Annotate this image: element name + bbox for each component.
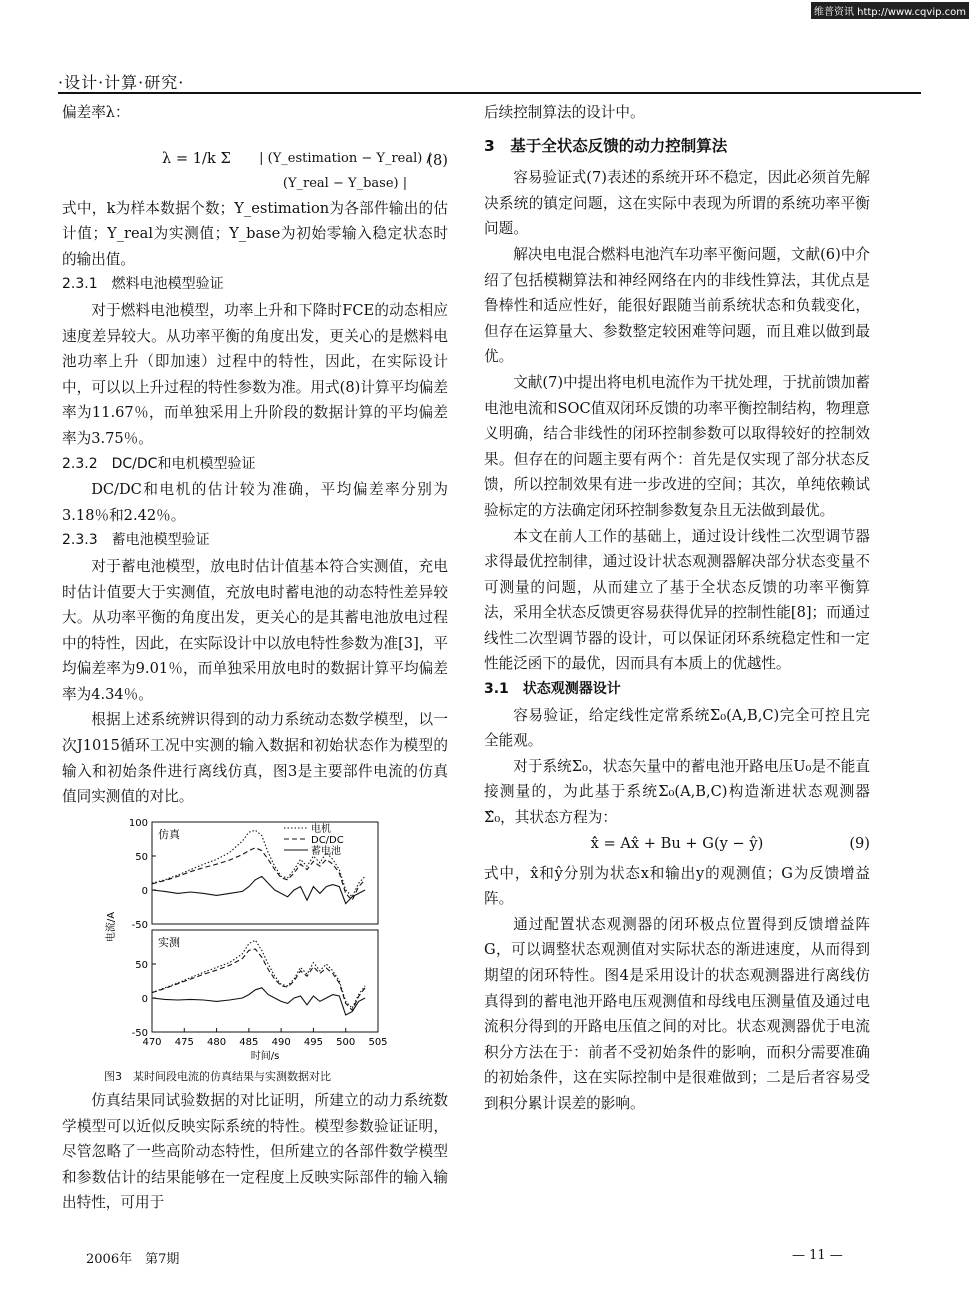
equation-number: (9): [849, 834, 870, 852]
y-tick-label: 0: [141, 994, 148, 1005]
series-line: [152, 988, 365, 1015]
paragraph: 仿真结果同试验数据的对比证明，所建立的动力系统数学模型可以近似反映实际系统的特性。模型参数验证证明，尽管忽略了一些高阶动态特性，但所建立的各部件数学模型和参数估计的结果能够在一定程度上反映实际部件的输入输出特性，可用于: [62, 1092, 448, 1212]
y-tick-label: 0: [141, 886, 148, 897]
paragraph: 根据上述系统辨识得到的动力系统动态数学模型，以一次J1015循环工况中实测的输入数据和初始状态作为模型的输入和初始条件进行离线仿真，图3是主要部件电流的仿真值同实测值的对比。: [62, 711, 448, 806]
y-tick-label: 50: [135, 852, 148, 863]
paragraph: 本文在前人工作的基础上，通过设计线性二次型调节器求得最优控制律，通过设计状态观测器解决部分状态变量不可测量的问题，从而建立了基于全状态反馈的功率平衡算法，采用全状态反馈更容易获得优异的控制性能[8]；而通过线性二次型调节器的设计，可以保证闭环系统稳定性和一定性能泛函下的最优，因而具有本质上的优越性。: [484, 527, 870, 673]
paragraph: 偏差率λ：: [62, 104, 130, 121]
right-column: [484, 100, 870, 1117]
x-tick-label: 470: [142, 1037, 162, 1048]
x-tick-label: 495: [303, 1037, 323, 1048]
y-tick-label: -50: [131, 920, 148, 931]
paragraph: 文献(7)中提出将电机电流作为干扰处理，于扰前馈加蓄电池电流和SOC值双闭环反馈的功率平衡控制结构，物理意义明确，结合非线性的闭环控制参数可以取得较好的控制效果。但存在的问题主要有两个：首先是仅实现了部分状态反馈，所以控制效果有进一步改进的空间；其次，单纯依赖试验标定的方法确定闭环控制参数复杂且无法做到最优。: [484, 373, 870, 519]
figure-caption: 图3 某时间段电流的仿真结果与实测数据对比: [104, 1070, 331, 1083]
subsection-heading: 3.1 状态观测器设计: [484, 681, 621, 698]
x-tick-label: 500: [336, 1037, 356, 1048]
panel-label: 实测: [158, 936, 180, 949]
series-line: [152, 876, 365, 903]
x-tick-label: 480: [207, 1037, 227, 1048]
paragraph: 容易验证式(7)表述的系统开环不稳定，因此必须首先解决系统的镇定问题，这在实际中表现为所谓的系统功率平衡问题。: [484, 169, 870, 238]
subsection-heading: 2.3.2 DC/DC和电机模型验证: [62, 455, 256, 472]
equation-9: [484, 831, 870, 861]
series-line: [152, 949, 365, 1010]
x-tick-label: 475: [174, 1037, 194, 1048]
left-column-bottom: [62, 1088, 448, 1216]
legend-label: 电机: [311, 824, 331, 835]
y-tick-label: 100: [128, 818, 148, 829]
equation-fraction: | (Y_estimation − Y_real) / (Y_real − Y_base) |: [259, 150, 431, 192]
section-header: ·设计·计算·研究·: [58, 73, 185, 92]
footer-issue: 2006年 第7期: [86, 1252, 180, 1267]
paragraph: DC/DC和电机的估计较为准确，平均偏差率分别为3.18％和2.42％。: [62, 481, 448, 524]
legend-label: DC/DC: [311, 835, 344, 846]
section-heading: 3 基于全状态反馈的动力控制算法: [484, 136, 728, 155]
x-axis-label: 时间/s: [250, 1051, 280, 1062]
equation-number: (8): [427, 151, 448, 169]
equation-lhs: λ = 1/k Σ: [162, 149, 231, 167]
watermark: 维普资讯 http://www.cqvip.com: [811, 2, 969, 19]
subsection-heading: 2.3.1 燃料电池模型验证: [62, 276, 224, 293]
legend-label: 蓄电池: [311, 846, 341, 857]
x-tick-label: 505: [368, 1037, 388, 1048]
x-tick-label: 490: [271, 1037, 291, 1048]
left-column: [62, 100, 448, 810]
paragraph: 通过配置状态观测器的闭环极点位置得到反馈增益阵G，可以调整状态观测值对实际状态的渐进速度，从而得到期望的闭环特性。图4是采用设计的状态观测器进行离线仿真得到的蓄电池开路电压观测值和母线电压测量值及通过电流积分得到的开路电压值之间的对比。状态观测器优于电流积分方法在于：前者不受初始条件的影响，而积分需要准确的初始条件，这在实际控制中是很难做到；二是后者容易受到积分累计误差的影响。: [484, 915, 870, 1112]
x-tick-label: 485: [239, 1037, 259, 1048]
panel-label: 仿真: [158, 828, 180, 841]
equation-8: [62, 126, 448, 196]
paragraph: 对于蓄电池模型，放电时估计值基本符合实测值，充电时估计值要大于实测值，充放电时蓄电池的动态特性差异较大。从功率平衡的角度出发，更关心的是其蓄电池放电过程中的特性，因此，在实际设计中以放电特性参数为准[3]，平均偏差率为9.01％，而单独采用放电时的数据计算平均偏差率为4.34％。: [62, 557, 448, 703]
y-axis-label: 电流/A: [106, 911, 117, 943]
paragraph: 对于燃料电池模型，功率上升和下降时FCE的动态相应速度差异较大。从功率平衡的角度出发，更关心的是燃料电池功率上升（即加速）过程中的特性，因此，在实际设计中，可以以上升过程的特性参数为准。用式(8)计算平均偏差率为11.67％，而单独采用上升阶段的数据计算的平均偏差率为3.75％。: [62, 301, 448, 447]
paragraph: 对于系统Σ₀，状态矢量中的蓄电池开路电压U₀是不能直接测量的，为此基于系统Σ₀(A,B,C)构造渐进状态观测器Σ̂₀，其状态方程为：: [484, 757, 870, 827]
y-tick-label: 50: [135, 960, 148, 971]
figure-3-chart: [100, 812, 400, 1062]
paragraph: 后续控制算法的设计中。: [484, 104, 645, 121]
paragraph: 解决电电混合燃料电池汽车功率平衡问题，文献(6)中介绍了包括模糊算法和神经网络在内的非线性算法，其优点是鲁棒性和适应性好，能很好跟随当前系统状态和负载变化，但存在运算量大、参数整定较困难等问题，而且难以做到最优。: [484, 245, 870, 366]
paragraph: 式中，k为样本数据个数；Y_estimation为各部件输出的估计值；Y_real为实测值；Y_base为初始零输入稳定状态时的输出值。: [62, 199, 448, 268]
paragraph: 容易验证，给定线性定常系统Σ₀(A,B,C)完全可控且完全能观。: [484, 706, 870, 750]
equation-body: x̂̇ = Ax̂ + Bu + G(y − ŷ): [590, 834, 764, 852]
subsection-heading: 2.3.3 蓄电池模型验证: [62, 532, 210, 549]
y-tick-label: -50: [131, 1028, 148, 1039]
footer-page-number: — 11 —: [792, 1248, 843, 1263]
header-rule: [58, 92, 921, 94]
paragraph: 式中，x̂和ŷ分别为状态x和输出y的观测值；G为反馈增益阵。: [484, 864, 870, 908]
